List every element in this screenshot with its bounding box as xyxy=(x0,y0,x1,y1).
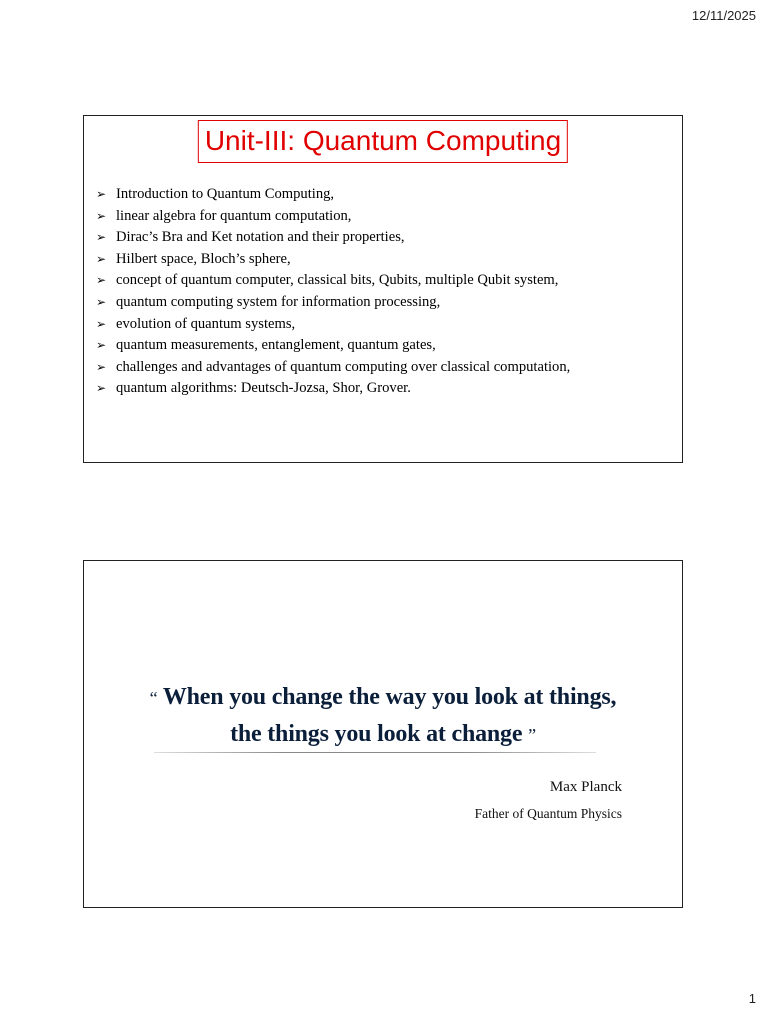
arrow-bullet-icon: ➢ xyxy=(96,294,107,309)
quote-text-1: When you change the way you look at things, xyxy=(162,684,617,710)
arrow-bullet-icon: ➢ xyxy=(96,273,107,288)
quote-author-title: Father of Quantum Physics xyxy=(474,806,622,821)
close-quote-mark: ” xyxy=(528,725,536,745)
topic-text: concept of quantum computer, classical bits, Qubits, multiple Qubit system, xyxy=(116,272,559,289)
quote-author: Max Planck xyxy=(549,779,622,795)
list-item xyxy=(96,378,674,400)
quote-divider xyxy=(154,752,596,753)
topic-text: Introduction to Quantum Computing, xyxy=(116,186,335,202)
topic-text: quantum algorithms: Deutsch-Jozsa, Shor, Grover. xyxy=(116,380,411,397)
topic-text: evolution of quantum systems, xyxy=(116,315,296,332)
slide-1 xyxy=(83,115,683,463)
quote-line-2 xyxy=(84,716,682,753)
list-item xyxy=(96,292,674,314)
page-date: 12/11/2025 xyxy=(691,8,756,23)
arrow-bullet-icon: ➢ xyxy=(96,251,107,266)
topic-list xyxy=(96,184,674,400)
topic-text: quantum computing system for information processing, xyxy=(116,293,441,310)
topic-text: quantum measurements, entanglement, quantum gates, xyxy=(116,337,436,354)
list-item xyxy=(96,227,674,249)
arrow-bullet-icon: ➢ xyxy=(96,338,107,353)
arrow-bullet-icon: ➢ xyxy=(96,359,107,374)
list-item xyxy=(96,184,674,206)
page-number: 1 xyxy=(748,991,756,1006)
arrow-bullet-icon: ➢ xyxy=(96,316,107,331)
list-item xyxy=(96,357,674,379)
arrow-bullet-icon: ➢ xyxy=(96,187,107,201)
arrow-bullet-icon: ➢ xyxy=(96,230,107,245)
arrow-bullet-icon: ➢ xyxy=(96,208,107,223)
topic-text: challenges and advantages of quantum computing over classical computation, xyxy=(116,358,571,375)
topic-text: linear algebra for quantum computation, xyxy=(116,207,352,224)
list-item xyxy=(96,206,674,228)
slide-title: Unit-III: Quantum Computing xyxy=(198,120,568,163)
open-quote-mark: “ xyxy=(149,688,158,708)
list-item xyxy=(96,335,674,357)
quote-line-1 xyxy=(84,679,682,716)
slide-2 xyxy=(83,560,683,908)
topic-text: Dirac’s Bra and Ket notation and their properties, xyxy=(116,229,405,246)
list-item xyxy=(96,270,674,292)
list-item xyxy=(96,314,674,336)
topic-text: Hilbert space, Bloch’s sphere, xyxy=(116,250,291,267)
quote-text-2: the things you look at change xyxy=(230,721,523,747)
arrow-bullet-icon: ➢ xyxy=(96,381,107,396)
quote-block xyxy=(84,679,682,753)
list-item xyxy=(96,249,674,271)
